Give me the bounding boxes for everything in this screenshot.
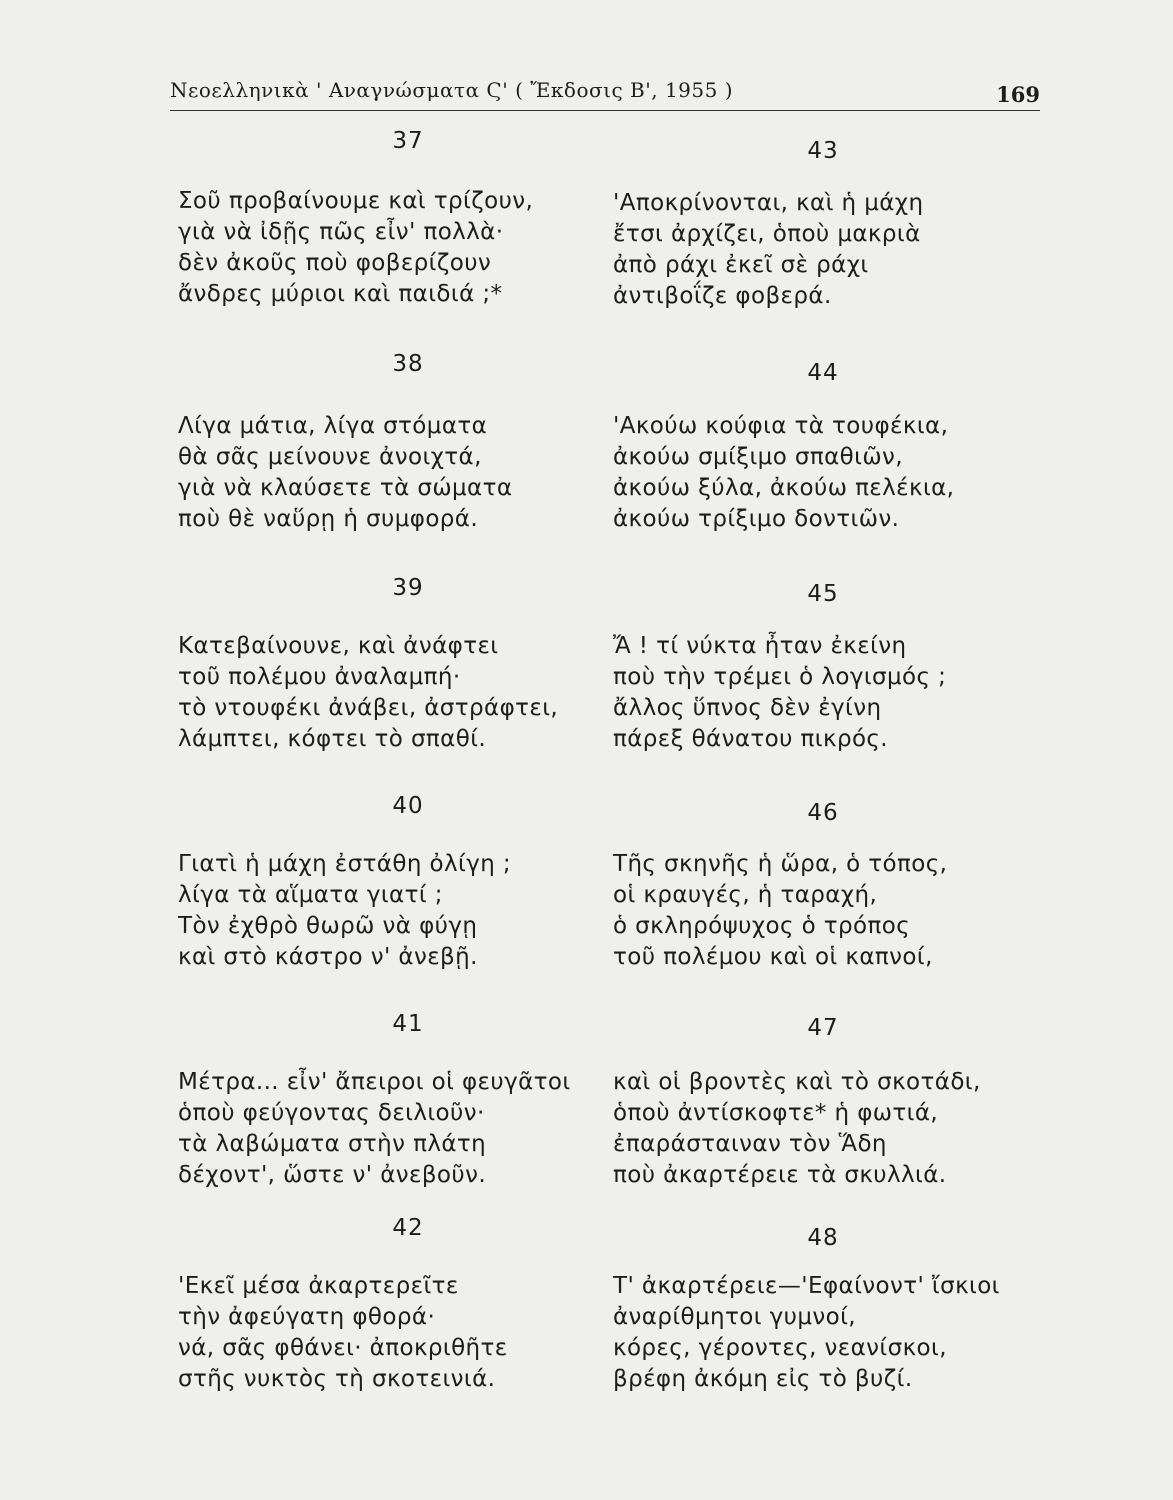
stanza-number: 42 <box>392 1215 424 1241</box>
verse-line: ὁποὺ φεύγοντας δειλιοῦν· <box>178 1100 485 1126</box>
stanza-number: 40 <box>392 793 424 819</box>
verse-line: δέχοντ', ὥστε ν' ἀνεβοῦν. <box>178 1162 487 1188</box>
stanza-number: 47 <box>807 1015 839 1041</box>
verse-line: ἀπὸ ράχι ἐκεῖ σὲ ράχι <box>613 252 869 278</box>
verse-line: θὰ σᾶς μείνουνε ἀνοιχτά, <box>178 444 482 470</box>
running-header <box>170 70 1040 111</box>
verse-line: ἀκούω σμίξιμο σπαθιῶν, <box>613 444 903 470</box>
verse-line: ποὺ τὴν τρέμει ὁ λογισμός ; <box>613 664 947 690</box>
page-number: 169 <box>996 82 1040 107</box>
verse-line: γιὰ νὰ ἰδῇς πῶς εἶν' πολλὰ· <box>178 219 504 245</box>
stanza-number: 41 <box>392 1011 424 1037</box>
verse-line: Τῆς σκηνῆς ἡ ὥρα, ὁ τόπος, <box>613 851 948 877</box>
verse-line: βρέφη ἀκόμη εἰς τὸ βυζί. <box>613 1366 913 1392</box>
verse-line: δὲν ἀκοῦς ποὺ φοβερίζουν <box>178 250 492 276</box>
verse-line: ἀναρίθμητοι γυμνοί, <box>613 1304 857 1330</box>
verse-line: ἐπαράσταιναν τὸν Ἅδη <box>613 1131 887 1157</box>
verse-line: 'Αποκρίνονται, καὶ ἡ μάχη <box>613 190 924 216</box>
verse-line: ἀκούω τρίξιμο δοντιῶν. <box>613 506 900 532</box>
verse-line: ἀκούω ξύλα, ἀκούω πελέκια, <box>613 475 955 501</box>
verse-line: λάμπτει, κόφτει τὸ σπαθί. <box>178 726 487 752</box>
verse-line: γιὰ νὰ κλαύσετε τὰ σώματα <box>178 475 513 501</box>
stanza-number: 39 <box>392 575 424 601</box>
verse-line: τὰ λαβώματα στὴν πλάτη <box>178 1131 487 1157</box>
verse-line: τὴν ἀφεύγατη φθορά· <box>178 1304 436 1330</box>
verse-line: ἄλλος ὕπνος δὲν ἐγίνη <box>613 695 882 721</box>
verse-line: πάρεξ θάνατου πικρός. <box>613 726 889 752</box>
verse-line: ὁ σκληρόψυχος ὁ τρόπος <box>613 913 911 939</box>
stanza-number: 43 <box>807 138 839 164</box>
verse-line: 'Εκεῖ μέσα ἀκαρτερεῖτε <box>178 1273 459 1299</box>
stanza-number: 37 <box>392 128 424 154</box>
verse-line: Λίγα μάτια, λίγα στόματα <box>178 413 488 439</box>
verse-line: τοῦ πολέμου καὶ οἱ καπνοί, <box>613 944 933 970</box>
verse-line: 'Ακούω κούφια τὰ τουφέκια, <box>613 413 949 439</box>
verse-line: τοῦ πολέμου ἀναλαμπή· <box>178 664 461 690</box>
verse-line: Γιατὶ ἡ μάχη ἐστάθη ὀλίγη ; <box>178 851 512 877</box>
stanza-number: 46 <box>807 800 839 826</box>
verse-line: ἔτσι ἀρχίζει, ὁποὺ μακριὰ <box>613 221 921 247</box>
verse-line: Ἄ ! τί νύκτα ἦταν ἐκείνη <box>613 633 907 659</box>
verse-line: Τὸν ἐχθρὸ θωρῶ νὰ φύγῃ <box>178 913 478 939</box>
verse-line: Τ' ἀκαρτέρειε—'Εφαίνοντ' ἴσκιοι <box>613 1273 1000 1299</box>
verse-line: Μέτρα... εἶν' ἄπειροι οἱ φευγᾶτοι <box>178 1069 571 1095</box>
verse-line: καὶ στὸ κάστρο ν' ἀνεβῇ. <box>178 944 478 970</box>
stanza-number: 45 <box>807 581 839 607</box>
verse-line: νά, σᾶς φθάνει· ἀποκριθῆτε <box>178 1335 508 1361</box>
verse-line: ποὺ ἀκαρτέρειε τὰ σκυλλιά. <box>613 1162 947 1188</box>
stanza-number: 38 <box>392 351 424 377</box>
verse-line: καὶ οἱ βροντὲς καὶ τὸ σκοτάδι, <box>613 1069 981 1095</box>
verse-line: Σοῦ προβαίνουμε καὶ τρίζουν, <box>178 188 534 214</box>
verse-line: ἄνδρες μύριοι καὶ παιδιά ;* <box>178 281 503 307</box>
header-title: Νεοελληνικὰ ' Αναγνώσματα Ϛ' ( Ἔκδοσις Β', 1955 ) <box>170 78 734 102</box>
verse-line: οἱ κραυγές, ἡ ταραχή, <box>613 882 878 908</box>
verse-line: ἀντιβοΐζε φοβερά. <box>613 283 832 309</box>
verse-line: ποὺ θὲ ναὕρῃ ἡ συμφορά. <box>178 506 479 532</box>
verse-line: κόρες, γέροντες, νεανίσκοι, <box>613 1335 947 1361</box>
verse-line: ὁποὺ ἀντίσκοφτε* ἡ φωτιά, <box>613 1100 939 1126</box>
verse-line: Κατεβαίνουνε, καὶ ἀνάφτει <box>178 633 499 659</box>
stanza-number: 48 <box>807 1225 839 1251</box>
verse-line: στῆς νυκτὸς τὴ σκοτεινιά. <box>178 1366 496 1392</box>
verse-line: λίγα τὰ αἵματα γιατί ; <box>178 882 443 908</box>
stanza-number: 44 <box>807 360 839 386</box>
verse-line: τὸ ντουφέκι ἀνάβει, ἀστράφτει, <box>178 695 559 721</box>
